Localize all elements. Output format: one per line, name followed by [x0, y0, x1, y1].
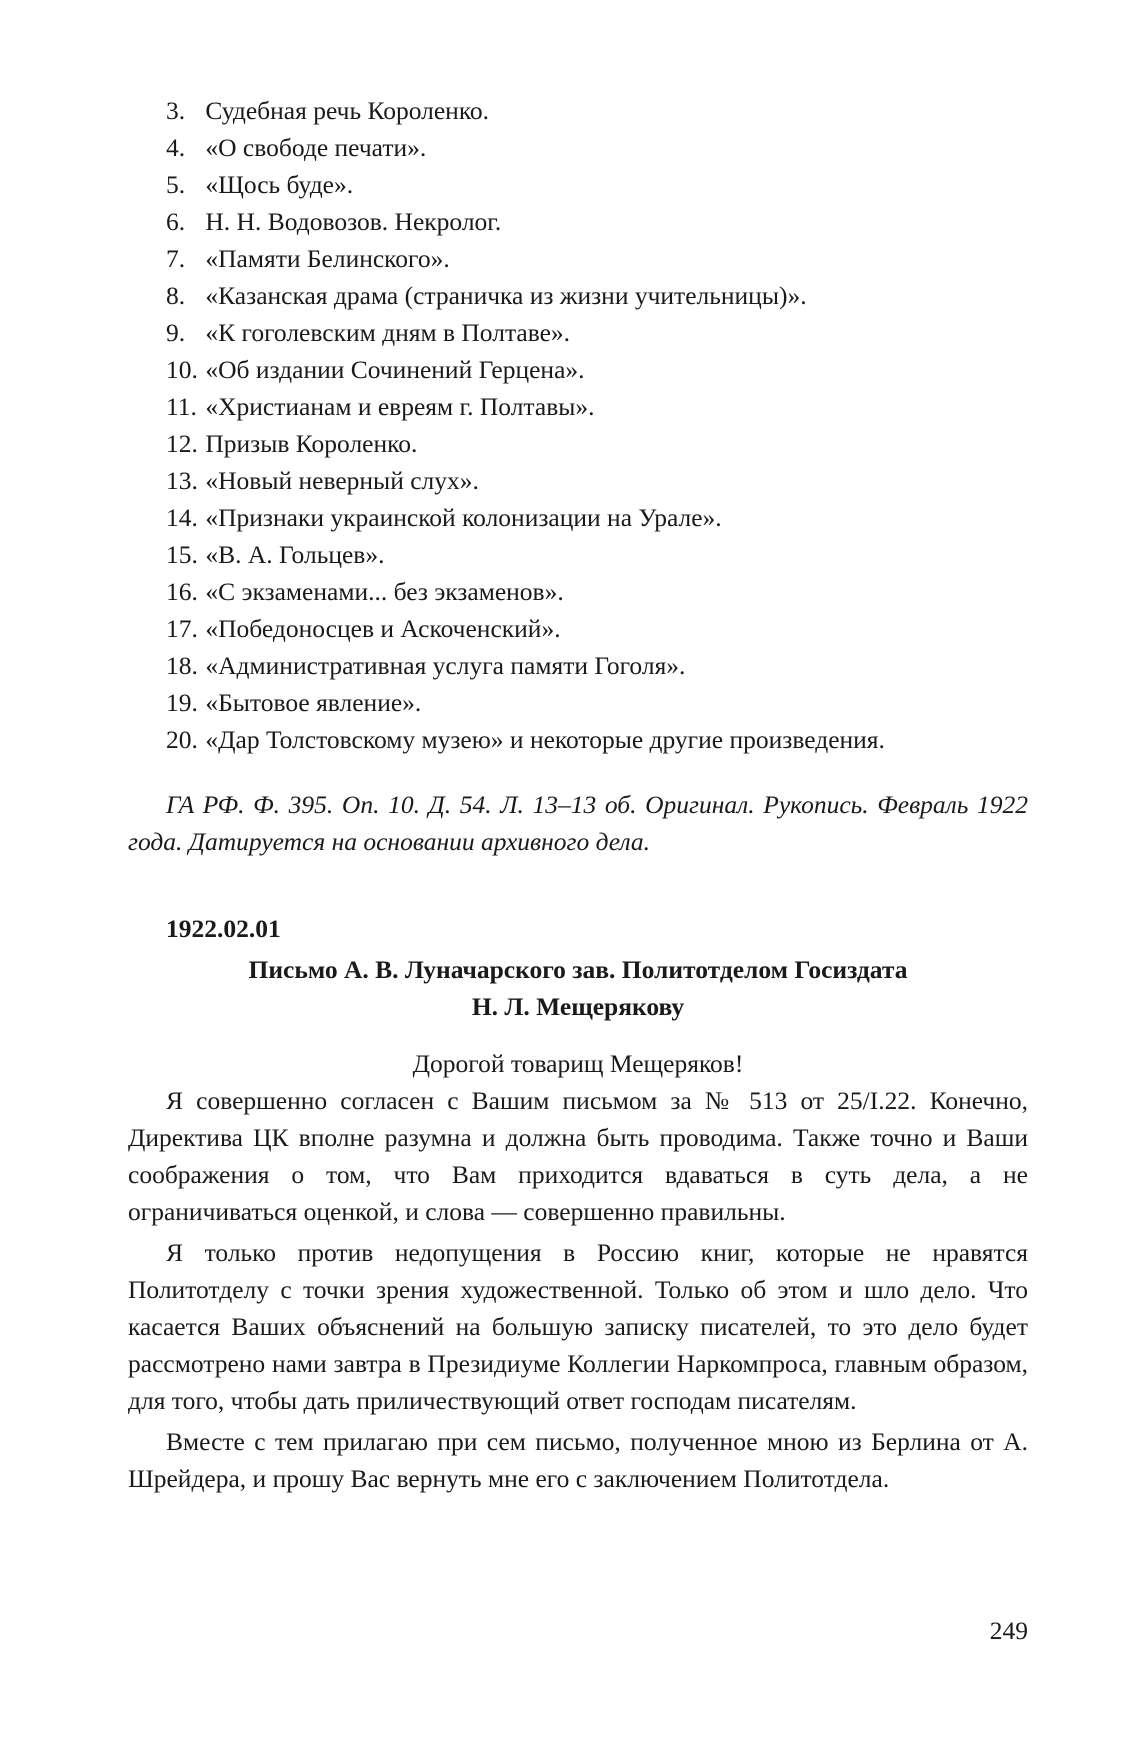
list-item — [166, 573, 1028, 610]
list-item — [166, 129, 1028, 166]
list-item — [166, 92, 1028, 129]
list-item-number: 20. — [166, 725, 198, 754]
list-item-number: 15. — [166, 540, 198, 569]
list-item — [166, 314, 1028, 351]
list-item — [166, 203, 1028, 240]
list-item — [166, 499, 1028, 536]
document-date: 1922.02.01 — [166, 914, 281, 943]
letter-paragraph: Вместе с тем прилагаю при сем письмо, полученное мною из Берлина от А. Шрейдера, и прошу Вас вернуть мне его с заключением Политотдела. — [128, 1427, 1028, 1493]
list-item — [166, 425, 1028, 462]
list-item-text: «В. А. Гольцев». — [205, 540, 385, 569]
list-item — [166, 166, 1028, 203]
list-item-text: «Победоносцев и Аскоченский». — [205, 614, 561, 643]
list-item-number: 16. — [166, 577, 198, 606]
list-item — [166, 610, 1028, 647]
works-list — [128, 92, 1028, 758]
page-body — [128, 92, 1028, 1501]
list-item-number: 10. — [166, 355, 198, 384]
list-item — [166, 684, 1028, 721]
list-item-text: «Дар Толстовскому музею» и некоторые другие произведения. — [205, 725, 885, 754]
list-item-number: 11. — [166, 392, 197, 421]
list-item-text: «Административная услуга памяти Гоголя». — [205, 651, 686, 680]
list-item — [166, 536, 1028, 573]
list-item — [166, 277, 1028, 314]
list-item-text: «О свободе печати». — [205, 133, 427, 162]
list-item-text: «Об издании Сочинений Герцена». — [205, 355, 585, 384]
list-item-text: Призыв Короленко. — [205, 429, 418, 458]
document-title-line: Н. Л. Мещерякову — [471, 992, 685, 1021]
list-item-number: 8. — [166, 281, 186, 310]
list-item-number: 9. — [166, 318, 186, 347]
list-item — [166, 240, 1028, 277]
list-item-text: «Новый неверный слух». — [205, 466, 479, 495]
archival-source-note: ГА РФ. Ф. 395. Оп. 10. Д. 54. Л. 13–13 об. Оригинал. Рукопись. Февраль 1922 года. Датируется на основании архивного дела. — [128, 790, 1028, 856]
list-item — [166, 351, 1028, 388]
list-item-number: 3. — [166, 96, 186, 125]
list-item-number: 12. — [166, 429, 198, 458]
list-item-text: «К гоголевским дням в Полтаве». — [205, 318, 571, 347]
list-item-text: «Казанская драма (страничка из жизни учительницы)». — [205, 281, 807, 310]
list-item-text: Судебная речь Короленко. — [205, 96, 490, 125]
list-item-text: «Щось буде». — [205, 170, 354, 199]
letter-salutation: Дорогой товарищ Мещеряков! — [412, 1049, 744, 1078]
letter-paragraph: Я только против недопущения в Россию книг, которые не нравятся Политотделу с точки зрения художественной. Только об этом и шло дело. Что касается Ваших объяснений на большую записку писателей, то это дело будет рассмотрено нами завтра в Президиуме Коллегии Наркомпроса, главным образом, для того, чтобы дать приличествующий ответ господам писателям. — [128, 1238, 1028, 1415]
letter-paragraph: Я совершенно согласен с Вашим письмом за № 513 от 25/I.22. Конечно, Директива ЦК вполне разумна и должна быть проводима. Также точно и Ваши соображения о том, что Вам приходится вдаваться в суть дела, а не ограничиваться оценкой, и слова — совершенно правильны. — [128, 1086, 1028, 1226]
list-item-text: «С экзаменами... без экзаменов». — [205, 577, 564, 606]
document-title — [128, 951, 1028, 1025]
list-item-text: Н. Н. Водовозов. Некролог. — [205, 207, 502, 236]
list-item-number: 14. — [166, 503, 198, 532]
list-item-number: 5. — [166, 170, 186, 199]
list-item-number: 19. — [166, 688, 198, 717]
list-item-number: 7. — [166, 244, 186, 273]
list-item — [166, 721, 1028, 758]
page-number: 249 — [989, 1616, 1028, 1645]
list-item — [166, 462, 1028, 499]
list-item-number: 6. — [166, 207, 186, 236]
document-title-line: Письмо А. В. Луначарского зав. Политотделом Госиздата — [248, 955, 908, 984]
list-item-text: «Бытовое явление». — [205, 688, 422, 717]
list-item-number: 17. — [166, 614, 198, 643]
list-item-number: 4. — [166, 133, 186, 162]
list-item-text: «Памяти Белинского». — [205, 244, 450, 273]
list-item-number: 13. — [166, 466, 198, 495]
list-item — [166, 647, 1028, 684]
list-item-text: «Признаки украинской колонизации на Урале». — [205, 503, 722, 532]
list-item-number: 18. — [166, 651, 198, 680]
list-item-text: «Христианам и евреям г. Полтавы». — [205, 392, 595, 421]
list-item — [166, 388, 1028, 425]
